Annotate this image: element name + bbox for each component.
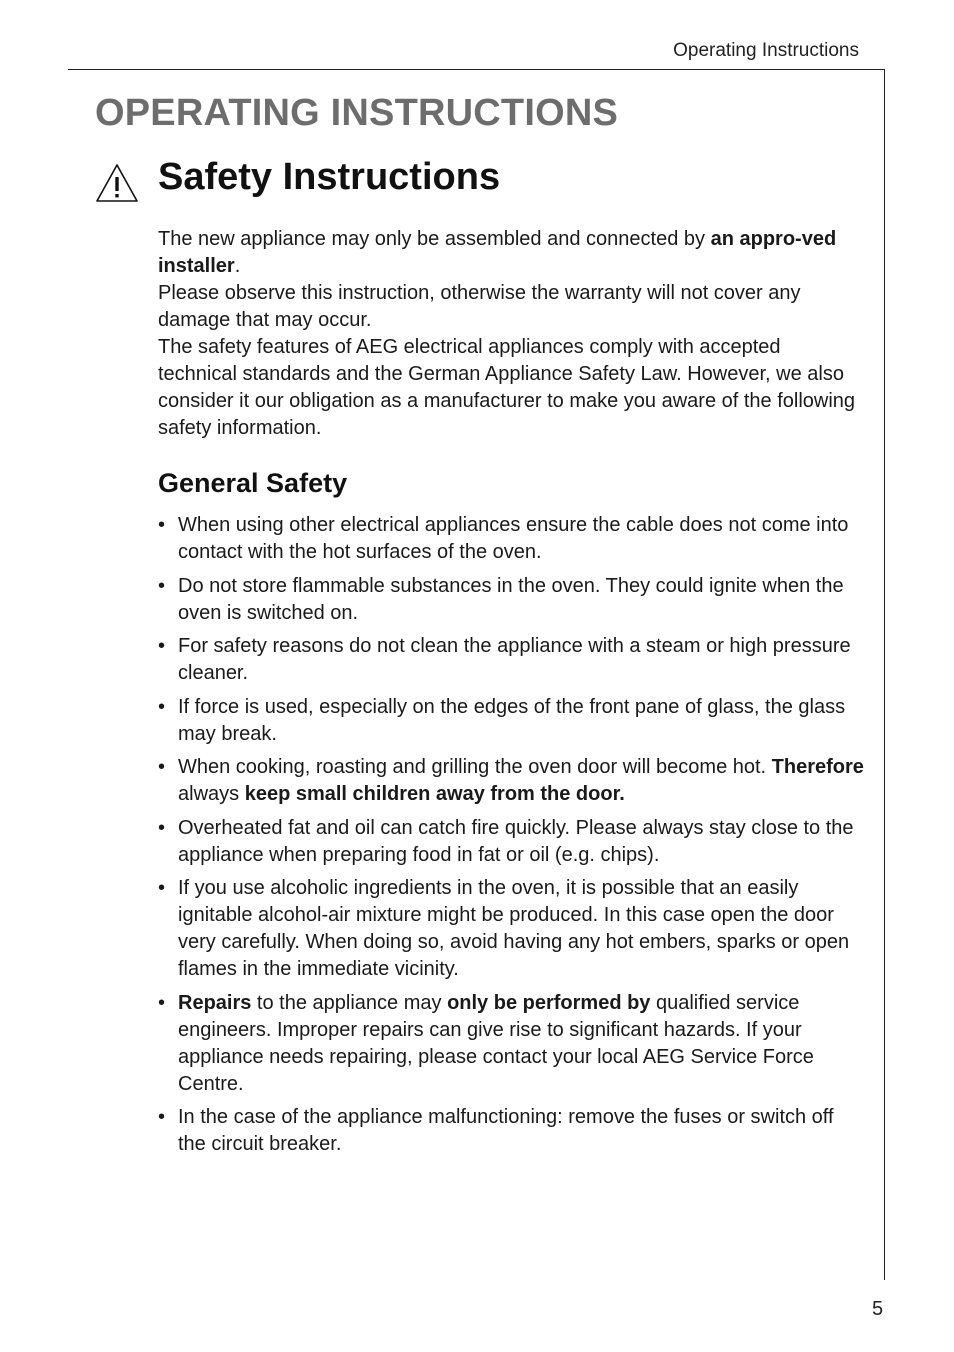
- bullet-icon: •: [158, 574, 166, 597]
- list-item: • For safety reasons do not clean the appliance with a steam or high pressure cleaner.: [158, 635, 851, 684]
- header-rule: [68, 69, 885, 70]
- intro-paragraph-installer: The new appliance may only be assembled and connected by an appro‑ved installer.: [158, 228, 837, 277]
- page-heading: Safety Instructions: [158, 156, 501, 198]
- section-title: OPERATING INSTRUCTIONS: [95, 92, 619, 134]
- page-number: 5: [872, 1298, 884, 1320]
- warning-triangle-icon: [95, 163, 139, 203]
- running-header: Operating Instructions: [673, 40, 859, 61]
- approved-installer-emphasis: an appro‑ved installer: [158, 228, 837, 277]
- safety-list: [158, 512, 864, 1158]
- list-item: • Do not store flammable substances in the oven. They could ignite when the oven is switched on.: [158, 574, 844, 624]
- bullet-icon: •: [158, 991, 166, 1014]
- intro-paragraph-safety-features: The safety features of AEG electrical appliances comply with accepted technical standards and the German Appliance Safety Law. However, we also consider it our obligation as a manufacturer to make you aware of the following safety information.: [158, 336, 856, 439]
- bullet-icon: •: [158, 1106, 166, 1128]
- list-item: • If force is used, especially on the edges of the front pane of glass, the glass may break.: [158, 695, 846, 745]
- list-item: • If you use alcoholic ingredients in the oven, it is possible that an easily ignitable alcohol-air mixture might be produced. In this case open the door very carefully. When doing so, avoid having any hot embers, sparks or open flames in the immediate vicinity.: [158, 877, 850, 980]
- content-body: [158, 226, 864, 1165]
- list-item: • When cooking, roasting and grilling the oven door will become hot. Therefore always keep small children away from the door.: [158, 756, 864, 805]
- list-item: • When using other electrical appliances ensure the cable does not come into contact with the hot surfaces of the oven.: [158, 514, 849, 563]
- margin-rule: [884, 69, 885, 1280]
- list-item: • Overheated fat and oil can catch fire quickly. Please always stay close to the appliance when preparing food in fat or oil (e.g. chips).: [158, 816, 854, 866]
- list-item: • In the case of the appliance malfunctioning: remove the fuses or switch off the circuit breaker.: [158, 1106, 834, 1155]
- bullet-icon: •: [158, 816, 166, 839]
- intro-paragraph-warranty: Please observe this instruction, otherwise the warranty will not cover any damage that may occur.: [158, 282, 801, 331]
- bullet-icon: •: [158, 877, 166, 899]
- bullet-icon: •: [158, 756, 166, 778]
- bullet-icon: •: [158, 514, 166, 536]
- list-item: • Repairs to the appliance may only be performed by qualified service engineers. Improper repairs can give rise to significant hazards. If your appliance needs repairing, please contact your local AEG Service Force Centre.: [158, 991, 814, 1095]
- general-safety-heading: General Safety: [158, 468, 348, 498]
- bullet-icon: •: [158, 695, 166, 718]
- bullet-icon: •: [158, 635, 166, 657]
